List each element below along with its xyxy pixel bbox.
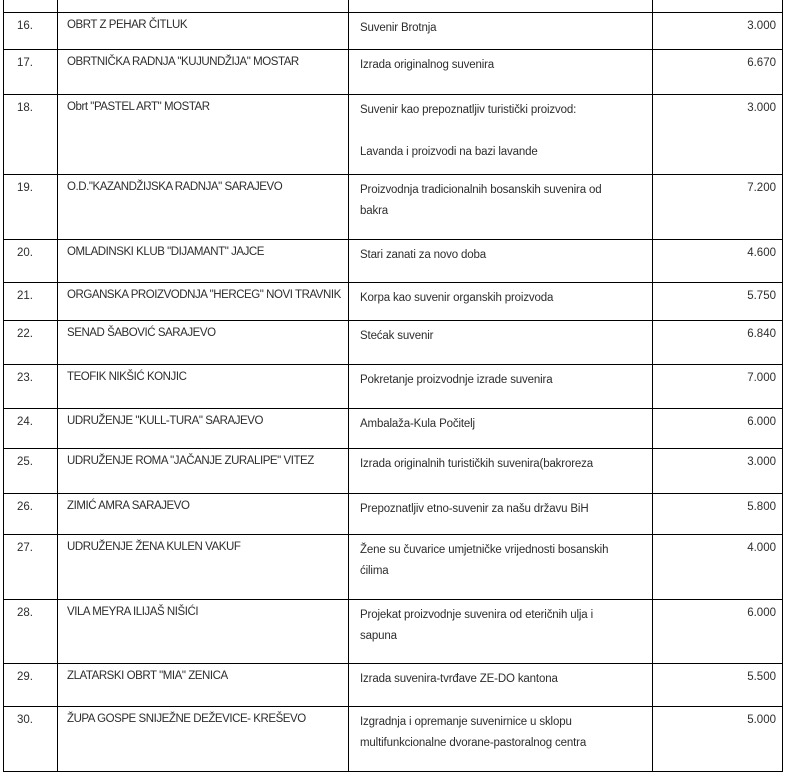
row-number-cell [4,95,58,175]
row-number-cell [4,535,58,600]
table-row [4,449,783,494]
partial-cell [58,0,349,13]
project-title-line: Stećak suvenir [360,330,434,342]
project-title-cell [349,50,653,95]
applicant-name-cell [58,13,349,50]
applicant-name-cell [58,175,349,240]
project-title-cell [349,283,653,321]
project-title-cell [349,494,653,535]
amount-value: 7.200 [747,182,776,194]
project-title-line: Projekat proizvodnje suvenira od eteričnih ulja i [360,609,594,621]
project-title-line: Stari zanati za novo doba [360,249,487,261]
amount-cell [653,365,783,409]
amount-value: 6.670 [747,57,776,69]
applicant-name-cell [58,283,349,321]
amount-value: 4.600 [747,247,776,259]
applicant-name-cell [58,707,349,772]
table-row [4,175,783,240]
row-number: 19. [17,182,33,194]
project-title-line: Proizvodnja tradicionalnih bosanskih suvenira od [360,184,602,196]
amount-cell [653,13,783,50]
row-number: 26. [17,501,33,513]
applicant-name: OBRTNIČKA RADNJA "KUJUNDŽIJA" MOSTAR [67,56,299,68]
applicant-name: OMLADINSKI KLUB "DIJAMANT" JAJCE [67,246,264,258]
row-number-cell [4,707,58,772]
applicant-name: O.D."KAZANDŽIJSKA RADNJA" SARAJEVO [67,181,283,193]
project-title-cell [349,240,653,283]
amount-value: 4.000 [747,542,776,554]
row-number-cell [4,283,58,321]
row-number-cell [4,409,58,449]
applicant-name: Obrt "PASTEL ART" MOSTAR [67,101,210,113]
project-title-cell [349,13,653,50]
project-title-line: Suvenir Brotnja [360,22,437,34]
row-number: 18. [17,102,33,114]
row-number: 24. [17,416,33,428]
project-title-line: Prepoznatljiv etno-suvenir za našu državu BiH [360,503,589,515]
table-row [4,409,783,449]
applicant-name-cell [58,240,349,283]
applicant-name-cell [58,535,349,600]
project-title-cell [349,95,653,175]
table-row [4,707,783,772]
row-number-cell [4,13,58,50]
applicant-name: ŽUPA GOSPE SNIJEŽNE DEŽEVICE- KREŠEVO [67,713,306,725]
amount-value: 5.000 [747,714,776,726]
amount-value: 6.000 [747,416,776,428]
table-row [4,321,783,365]
table-row [4,535,783,600]
amount-value: 3.000 [747,456,776,468]
amount-value: 6.000 [747,607,776,619]
project-title-line: Ambalaža-Kula Počitelj [360,418,475,430]
amount-cell [653,240,783,283]
amount-value: 6.840 [747,328,776,340]
row-number: 16. [17,20,33,32]
project-title-line: sapuna [360,630,397,642]
table-row [4,600,783,664]
row-number: 21. [17,290,33,302]
applicant-name: UDRUŽENJE "KULL-TURA" SARAJEVO [67,415,263,427]
table-row [4,240,783,283]
project-title-line: bakra [360,205,389,217]
applicant-name: ZIMIĆ AMRA SARAJEVO [67,500,190,512]
project-title-line: Izrada originalnog suvenira [360,59,495,71]
project-title-cell [349,365,653,409]
table-row [4,50,783,95]
row-number: 27. [17,542,33,554]
amount-cell [653,664,783,707]
amount-cell [653,535,783,600]
partial-cell [349,0,653,13]
row-number: 17. [17,57,33,69]
applicant-name: VILA MEYRA ILIJAŠ NIŠIĆI [67,606,199,618]
project-title-cell [349,321,653,365]
project-title-line: ćilima [360,565,389,577]
applicant-name: TEOFIK NIKŠIĆ KONJIC [67,371,187,383]
amount-value: 5.800 [747,501,776,513]
amount-cell [653,95,783,175]
project-title-cell [349,600,653,664]
applicant-name: OBRT Z PEHAR ČITLUK [67,19,188,31]
amount-cell [653,321,783,365]
project-title-line: Izgradnja i opremanje suvenirnice u sklopu [360,716,572,728]
applicant-name: UDRUŽENJE ŽENA KULEN VAKUF [67,541,241,553]
amount-value: 5.500 [747,671,776,683]
amount-cell [653,175,783,240]
amount-cell [653,600,783,664]
applicant-name-cell [58,600,349,664]
grants-table [3,0,783,772]
row-number-cell [4,175,58,240]
row-number-cell [4,321,58,365]
partial-cell [4,0,58,13]
project-title-line: Izrada suvenira-tvrđave ZE-DO kantona [360,673,558,685]
table-row [4,95,783,175]
row-number-cell [4,600,58,664]
amount-cell [653,449,783,494]
row-number: 23. [17,372,33,384]
table-row [4,365,783,409]
applicant-name-cell [58,409,349,449]
row-number-cell [4,365,58,409]
applicant-name-cell [58,664,349,707]
table-row [4,494,783,535]
project-title-cell [349,449,653,494]
row-number-cell [4,240,58,283]
table-row [4,283,783,321]
amount-cell [653,707,783,772]
project-title-line: Pokretanje proizvodnje izrade suvenira [360,374,553,386]
amount-cell [653,494,783,535]
row-number: 25. [17,456,33,468]
amount-value: 5.750 [747,290,776,302]
project-title-line: Izrada originalnih turističkih suvenira(bakroreza [360,458,593,470]
applicant-name-cell [58,365,349,409]
row-number: 20. [17,247,33,259]
row-number: 22. [17,328,33,340]
table-row-partial [4,0,783,13]
amount-cell [653,409,783,449]
project-title-cell [349,707,653,772]
project-title-line: multifunkcionalne dvorane-pastoralnog centra [360,737,587,749]
applicant-name-cell [58,321,349,365]
project-title-cell [349,175,653,240]
row-number: 29. [17,671,33,683]
project-title-line: Žene su čuvarice umjetničke vrijednosti bosanskih [360,544,609,556]
project-title-cell [349,664,653,707]
project-title-line: Suvenir kao prepoznatljiv turistički proizvod: [360,104,577,116]
applicant-name-cell [58,449,349,494]
row-number: 28. [17,607,33,619]
applicant-name: SENAD ŠABOVIĆ SARAJEVO [67,327,216,339]
applicant-name: ZLATARSKI OBRT "MIA" ZENICA [67,670,228,682]
amount-value: 7.000 [747,372,776,384]
row-number: 30. [17,714,33,726]
applicant-name-cell [58,494,349,535]
amount-value: 3.000 [747,20,776,32]
project-title-cell [349,535,653,600]
table-row [4,664,783,707]
project-title-line: Lavanda i proizvodi na bazi lavande [360,146,538,158]
row-number-cell [4,494,58,535]
amount-cell [653,50,783,95]
project-title-line [360,121,650,142]
applicant-name-cell [58,95,349,175]
applicant-name: UDRUŽENJE ROMA "JAČANJE ZURALIPE" VITEZ [67,455,314,467]
project-title-cell [349,409,653,449]
applicant-name-cell [58,50,349,95]
row-number-cell [4,449,58,494]
amount-cell [653,283,783,321]
amount-value: 3.000 [747,102,776,114]
project-title-line: Korpa kao suvenir organskih proizvoda [360,292,554,304]
applicant-name: ORGANSKA PROIZVODNJA "HERCEG" NOVI TRAVNIK [67,289,341,301]
row-number-cell [4,664,58,707]
partial-cell [653,0,783,13]
table-row [4,13,783,50]
row-number-cell [4,50,58,95]
